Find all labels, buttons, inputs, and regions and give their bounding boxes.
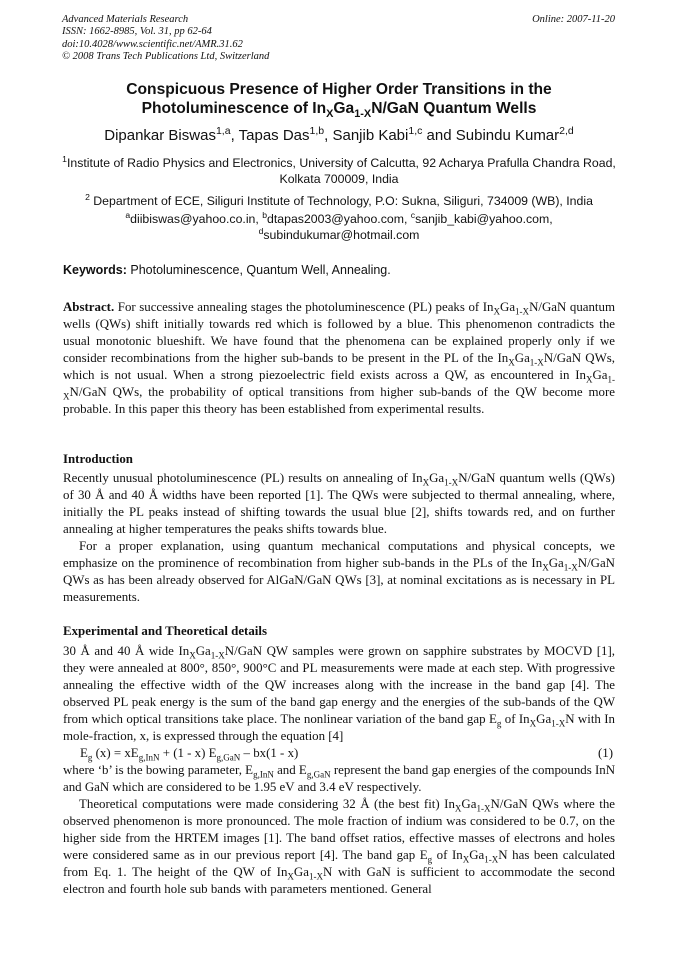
online-date: Online: 2007-11-20 bbox=[532, 14, 615, 25]
email-link[interactable]: dtapas2003@yahoo.com, bbox=[267, 212, 408, 226]
paragraph: For a proper explanation, using quantum mechanical computations and physical concepts, we emphasize on the prominence of recombination from higher sub-bands in the PLs of the $In_XGa_{1-X}N$/GaN QWs as has been already observed for AlGaN/GaN QWs [3], at nominal excitations as is necessary in PL measurements. bbox=[63, 539, 615, 604]
author-name: Dipankar Biswas bbox=[104, 127, 216, 144]
journal-copyright: © 2008 Trans Tech Publications Ltd, Switzerland bbox=[62, 50, 270, 62]
author-name: Tapas Das bbox=[238, 127, 310, 144]
paper-title bbox=[40, 80, 638, 121]
keywords bbox=[63, 263, 391, 277]
journal-doi: doi:10.4028/www.scientific.net/AMR.31.62 bbox=[62, 38, 243, 50]
experimental-body bbox=[63, 643, 615, 898]
email-link[interactable]: sanjib_kabi@yahoo.com, bbox=[415, 212, 553, 226]
author-emails: $^a$diibiswas@yahoo.co.in, $^b$dtapas2003@yahoo.com, $^c$sanjib_kabi@yahoo.com, $^d$subindukumar@hotmail.com bbox=[125, 209, 553, 242]
title-line-1: Conspicuous Presence of Higher Order Transitions in the bbox=[126, 81, 552, 98]
paragraph: Theoretical computations were made considering 32 Å (the best fit) $In_XGa_{1-X}N$/GaN QWs where the observed phenomenon is more pronounced. The mole fraction of indium was considered to be 0.7, on the higher side from the HRTEM images [1]. The band offset ratios, effective masses of electrons and holes were considered same as in our previous report [4]. The band gap $E_g$ of $In_XGa_{1-X}N$ has been calculated from Eq. 1. The height of the QW of $In_XGa_{1-X}N$ with GaN is sufficient to accommodate the second electron and fourth hole sub bands with parameters mentioned. General bbox=[63, 797, 615, 896]
journal-issn: ISSN: 1662-8985, Vol. 31, pp 62-64 bbox=[62, 26, 212, 38]
affiliation-1: $^1$Institute of Radio Physics and Electronics, University of Calcutta, 92 Acharya Prafulla Chandra Road, Kolkata 700009, India bbox=[62, 153, 616, 186]
keywords-text: Photoluminescence, Quantum Well, Annealing. bbox=[130, 263, 391, 277]
abstract: Abstract. For successive annealing stages the photoluminescence (PL) peaks of $In_XGa_{1-X}N$/GaN quantum wells (QWs) shift initially towards red which is followed by a blue. This phenomenon contradicts the usual monotonic blueshift. We have found that the phenomena can be explained properly only if we consider recombinations from the higher sub-bands to be present in the PL of the $In_XGa_{1-X}N$/GaN QWs, which is not usual. When a strong piezoelectric field exists across a QW, as encountered in $In_XGa_{1-X}N$/GaN QWs, the probability of optical transitions from higher sub-bands of the QW become more probable. In this paper this theory has been established from experimental results. bbox=[63, 300, 615, 416]
abstract-label: Abstract. bbox=[63, 300, 115, 314]
paragraph: where ‘b’ is the bowing parameter, $E_{g,InN}$ and $E_{g,GaN}$ represent the band gap energies of the compounds InN and GaN which are considered to be 1.95 eV and 3.4 eV respectively. bbox=[63, 763, 616, 794]
journal-name: Advanced Materials Research bbox=[62, 14, 189, 25]
author-list: Dipankar Biswas$^{1,a}$, Tapas Das$^{1,b}$, Sanjib Kabi$^{1,c}$ and Subindu Kumar$^{2,d}$ bbox=[104, 125, 574, 144]
email-link[interactable]: diibiswas@yahoo.co.in, bbox=[130, 212, 259, 226]
paragraph: 30 Å and 40 Å wide $In_XGa_{1-X}N$/GaN QW samples were grown on sapphire substrates by MOCVD [1], they were annealed at 800°, 850°, 900°C and PL measurements were made at each step. With progressive annealing the effective width of the QW increases along with the increase in the band gap [4]. The observed PL peak energy is the sum of the band gap energy and the energies of the sub-bands of the QW from which optical transitions take place. The nonlinear variation of the band gap $E_g$ of $In_XGa_{1-X}N$ with In mole-fraction, x, is expressed through the equation [4] bbox=[63, 644, 615, 743]
equation-1: $E_g$ $(x) = xE_{g,InN} + (1 - x)$ $E_{g,GaN} - bx(1 - x)$ (1) bbox=[80, 746, 613, 763]
author-name: Sanjib Kabi bbox=[332, 127, 409, 144]
equation-number: (1) bbox=[597, 746, 613, 760]
title-line-2: Photoluminescence of $In_XGa_{1-X}N$/GaN Quantum Wells bbox=[141, 100, 537, 121]
section-heading-experimental: Experimental and Theoretical details bbox=[63, 624, 267, 638]
journal-header bbox=[62, 14, 269, 63]
author-name: Subindu Kumar bbox=[455, 127, 560, 144]
section-heading-introduction: Introduction bbox=[63, 452, 133, 466]
affiliation-2: $^2$ Department of ECE, Siliguri Institute of Technology, P.O: Sukna, Siliguri, 734009 (WB), India bbox=[85, 191, 593, 208]
keywords-label: Keywords: bbox=[63, 263, 127, 277]
introduction-body bbox=[63, 470, 615, 606]
email-link[interactable]: subindukumar@hotmail.com bbox=[263, 228, 420, 242]
paragraph: Recently unusual photoluminescence (PL) results on annealing of $In_XGa_{1-X}N$/GaN quantum wells (QWs) of 30 Å and 40 Å widths have been reported [1]. The QWs were subjected to thermal annealing, where, initially the PL peaks instead of shifting towards the usual blue [2], shifts towards red, and on further annealing at higher temperatures the peaks shifts towards blue. bbox=[63, 471, 615, 536]
